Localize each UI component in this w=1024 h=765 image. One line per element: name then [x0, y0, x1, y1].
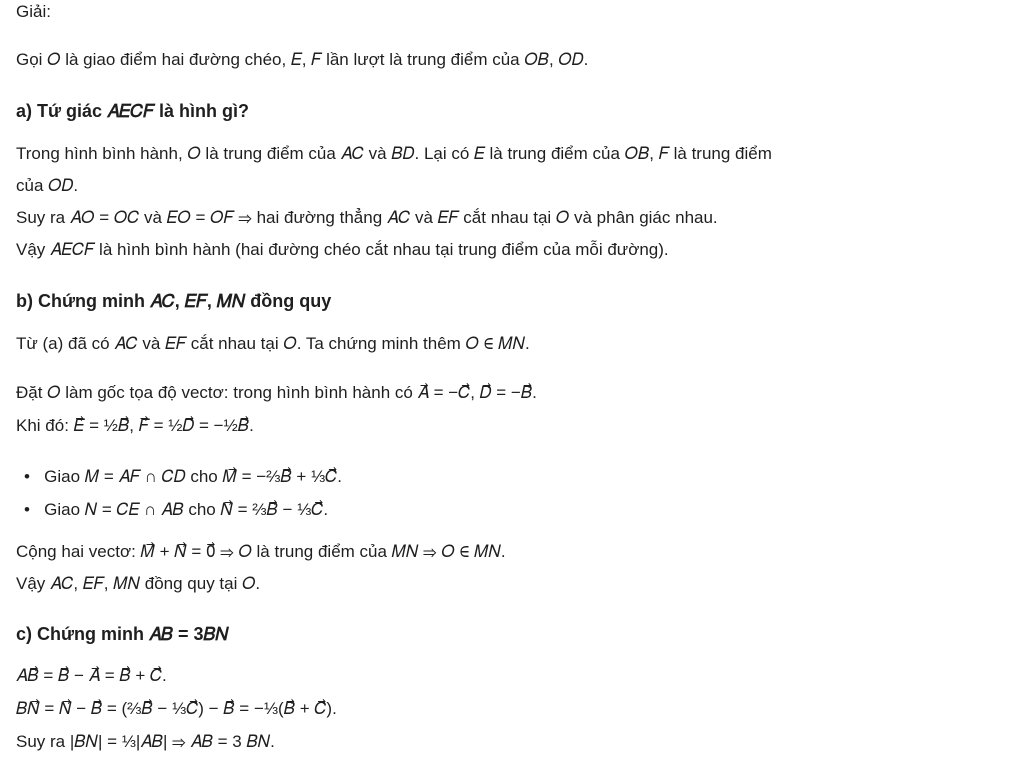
- part-b-line-2: Đặt 𝑂 làm gốc tọa độ vectơ: trong hình bình hành có 𝐴⃗ = −𝐶⃗, 𝐷⃗ = −𝐵⃗.: [16, 383, 537, 402]
- bullet-text: Giao 𝑁 = 𝐶𝐸 ∩ 𝐴𝐵 cho 𝑁⃗ = ⅔𝐵⃗ − ⅓𝐶⃗.: [44, 500, 329, 519]
- part-c-line-2: 𝐵𝑁⃗ = 𝑁⃗ − 𝐵⃗ = (⅔𝐵⃗ − ⅓𝐶⃗) − 𝐵⃗ = −⅓(𝐵⃗ + 𝐶⃗).: [16, 699, 337, 718]
- part-b-line-3: Khi đó: 𝐸⃗ = ½𝐵⃗, 𝐹⃗ = ½𝐷⃗ = −½𝐵⃗.: [16, 416, 254, 435]
- bullet-item-m: [24, 465, 342, 489]
- part-b-heading: b) Chứng minh 𝐴𝐶, 𝐸𝐹, 𝑀𝑁 đồng quy: [16, 291, 332, 311]
- part-a-line-4: Vậy 𝐴𝐸𝐶𝐹 là hình bình hành (hai đường chéo cắt nhau tại trung điểm của mỗi đường).: [16, 240, 669, 259]
- bullet-item-n: [24, 498, 328, 522]
- part-c-line-1: 𝐴𝐵⃗ = 𝐵⃗ − 𝐴⃗ = 𝐵⃗ + 𝐶⃗.: [16, 666, 167, 685]
- part-b-line-5: Vậy 𝐴𝐶, 𝐸𝐹, 𝑀𝑁 đồng quy tại 𝑂.: [16, 574, 261, 593]
- part-a-line-3: Suy ra 𝐴𝑂 = 𝑂𝐶 và 𝐸𝑂 = 𝑂𝐹 ⇒ hai đường thẳng 𝐴𝐶 và 𝐸𝐹 cắt nhau tại 𝑂 và phân giác nhau.: [16, 208, 718, 227]
- part-a-heading: a) Tứ giác 𝐴𝐸𝐶𝐹 là hình gì?: [16, 101, 249, 121]
- part-b-line-1: Từ (a) đã có 𝐴𝐶 và 𝐸𝐹 cắt nhau tại 𝑂. Ta chứng minh thêm 𝑂 ∈ 𝑀𝑁.: [16, 334, 530, 353]
- part-b-line-4: Cộng hai vectơ: 𝑀⃗ + 𝑁⃗ = 0⃗ ⇒ 𝑂 là trung điểm của 𝑀𝑁 ⇒ 𝑂 ∈ 𝑀𝑁.: [16, 542, 506, 561]
- part-a-line-1: Trong hình bình hành, 𝑂 là trung điểm của 𝐴𝐶 và 𝐵𝐷. Lại có 𝐸 là trung điểm của 𝑂𝐵, 𝐹 là trung điểm: [16, 144, 772, 163]
- intro-text: Gọi 𝑂 là giao điểm hai đường chéo, 𝐸, 𝐹 lần lượt là trung điểm của 𝑂𝐵, 𝑂𝐷.: [16, 50, 589, 69]
- part-c-line-3: Suy ra |𝐵𝑁| = ⅓|𝐴𝐵| ⇒ 𝐴𝐵 = 3 𝐵𝑁.: [16, 732, 275, 751]
- bullet-dot-icon: •: [24, 500, 30, 519]
- part-a-line-2: của 𝑂𝐷.: [16, 176, 79, 195]
- part-c-heading: c) Chứng minh 𝐴𝐵 = 3𝐵𝑁: [16, 624, 229, 644]
- bullet-text: Giao 𝑀 = 𝐴𝐹 ∩ 𝐶𝐷 cho 𝑀⃗ = −⅔𝐵⃗ + ⅓𝐶⃗.: [44, 467, 342, 486]
- bullet-dot-icon: •: [24, 467, 30, 486]
- solution-label: Giải:: [16, 2, 51, 21]
